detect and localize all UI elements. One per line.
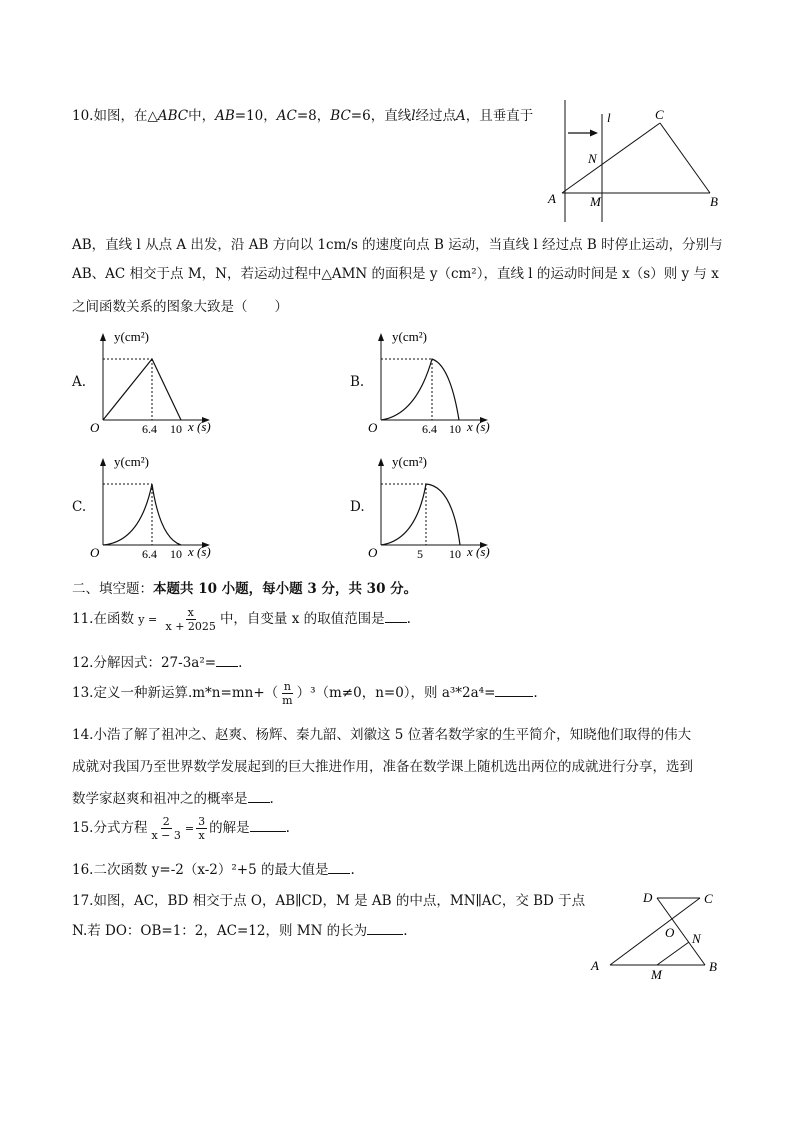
section-body: 本题共 10 小题，每小题 3 分，共 30 分。: [153, 581, 418, 597]
q17-text: N.若 DO：OB=1：2，AC=12，则 MN 的长为: [72, 923, 368, 939]
q11-fraction: [164, 606, 218, 633]
q13-fraction: [280, 680, 294, 707]
q15-prefix: 15.分式方程: [72, 820, 148, 836]
option-C-graph: [88, 450, 228, 562]
tick-label: 5: [417, 547, 423, 561]
q17-end: .: [403, 923, 408, 939]
ylabel: y(cm²): [392, 454, 427, 469]
origin-label: O: [90, 420, 100, 435]
frac-den: m: [282, 694, 293, 707]
q15-suffix: 的解是: [209, 820, 250, 836]
q16: [72, 858, 355, 878]
tick-label: 10: [449, 422, 461, 436]
q12-end: .: [238, 655, 243, 671]
tick-label: 10: [449, 547, 461, 561]
tick-label: 6.4: [142, 422, 157, 436]
tick-label: 10: [170, 422, 182, 436]
q13-end: .: [533, 685, 538, 701]
q10-text: AC: [276, 108, 297, 124]
answer-blank[interactable]: [328, 861, 350, 874]
fig-label-N: N: [692, 931, 701, 946]
q15-end: .: [285, 820, 290, 836]
q10-text: 10.如图，在△: [72, 108, 158, 124]
xlabel: x (s): [467, 544, 490, 559]
ylabel: y(cm²): [114, 454, 149, 469]
frac-num: x: [187, 606, 194, 619]
fig-label-A: A: [591, 958, 599, 973]
xlabel: x (s): [188, 544, 211, 559]
frac-num: n: [283, 680, 291, 693]
q17-line2: [72, 919, 407, 939]
fig-label-B: B: [709, 959, 717, 974]
origin-label: O: [368, 545, 378, 560]
q11-prefix: 11.在函数: [72, 611, 134, 627]
answer-blank[interactable]: [250, 819, 286, 832]
option-C-letter: C.: [72, 499, 87, 515]
frac-num: 2: [162, 815, 170, 828]
option-B-graph: [366, 325, 506, 437]
q14-end: .: [269, 791, 274, 807]
fig-label-A: A: [548, 191, 556, 206]
q10-text: 经过点: [415, 108, 457, 124]
q16-end: .: [350, 862, 355, 878]
q14-line1: 14.小浩了解了祖冲之、赵爽、杨辉、秦九韶、刘徽这 5 位著名数学家的生平简介，知晓他们取得的伟大: [72, 727, 692, 743]
q10-text: 中，: [188, 108, 216, 124]
q10-text: l: [411, 108, 416, 124]
answer-blank[interactable]: [248, 790, 270, 803]
q10-text: ，且垂直于: [465, 108, 534, 124]
tick-label: 6.4: [422, 422, 437, 436]
q13: [72, 680, 538, 707]
q12-prefix: 12.分解因式：27-3a²=: [72, 655, 217, 671]
q11-end: .: [406, 611, 411, 627]
option-A-graph: [88, 325, 228, 437]
ylabel: y(cm²): [392, 329, 427, 344]
option-A-letter: A.: [72, 374, 87, 390]
q11: [72, 606, 411, 633]
fig-label-l: l: [607, 110, 611, 125]
fig-label-O: O: [665, 925, 675, 940]
option-D-graph: [366, 450, 506, 562]
q14-text: 数学家赵爽和祖冲之的概率是: [72, 791, 248, 807]
q14-line3: [72, 787, 274, 807]
q10-text: =6，直线: [350, 108, 412, 124]
q10-line3: AB、AC 相交于点 M，N，若运动过程中△AMN 的面积是 y（cm²），直线 l 的运动时间是 x（s）则 y 与 x: [72, 266, 719, 282]
section-2-heading: [72, 577, 417, 597]
q10-line2: AB，直线 l 从点 A 出发，沿 AB 方向以 1cm/s 的速度向点 B 运动，当直线 l 经过点 B 时停止运动，分别与: [72, 237, 723, 253]
xlabel: x (s): [188, 419, 211, 434]
answer-blank[interactable]: [385, 610, 407, 623]
q10-line4: 之间函数关系的图象大致是（ ）: [72, 299, 288, 315]
q11-suffix: 中，自变量 x 的取值范围是: [219, 611, 385, 627]
q15-fraction-left: [149, 815, 182, 842]
q12: [72, 651, 242, 671]
fig-label-D: D: [643, 890, 653, 905]
q13-prefix: 13.定义一种新运算.m*n=mn+（: [72, 685, 279, 701]
fig-label-N: N: [588, 151, 597, 166]
answer-blank[interactable]: [216, 654, 238, 667]
ylabel: y(cm²): [114, 329, 149, 344]
frac-den: x + 2025: [165, 620, 216, 633]
fig-label-B: B: [710, 194, 718, 209]
fig-label-M: M: [651, 967, 662, 982]
q16-text: 16.二次函数 y=-2（x-2）²+5 的最大值是: [72, 862, 329, 878]
q15-fraction-right: [196, 815, 207, 842]
origin-label: O: [368, 420, 378, 435]
xlabel: x (s): [467, 419, 490, 434]
q17-line1: 17.如图，AC，BD 相交于点 O，AB∥CD，M 是 AB 的中点，MN∥AC，交 BD 于点: [72, 893, 586, 909]
q10-text: A: [456, 108, 466, 124]
q10-line1: [72, 104, 533, 124]
fig-label-C: C: [704, 891, 713, 906]
q14-line2: 成就对我国乃至世界数学发展起到的巨大推进作用，准备在数学课上随机选出两位的成就进行分享，选到: [72, 759, 693, 775]
q10-text: =10，: [234, 108, 277, 124]
frac-num: 3: [198, 815, 206, 828]
q10-text: BC: [330, 108, 351, 124]
answer-blank[interactable]: [495, 684, 533, 697]
frac-den: x: [198, 829, 205, 842]
origin-label: O: [90, 545, 100, 560]
q17-figure: [585, 885, 725, 985]
q10-text: =8，: [296, 108, 331, 124]
option-D-letter: D.: [350, 499, 365, 515]
fig-label-C: C: [655, 107, 664, 122]
q13-suffix: ）³（m≠0，n=0），则 a³*2a⁴=: [296, 685, 496, 701]
q10-text: ABC: [157, 108, 189, 124]
q11-lhs: y =: [138, 613, 158, 626]
frac-den: x − 3: [151, 829, 181, 842]
q15: [72, 815, 290, 842]
tick-label: 10: [170, 547, 182, 561]
fig-label-M: M: [590, 194, 601, 209]
q10-triangle-figure: [540, 100, 730, 225]
answer-blank[interactable]: [367, 922, 403, 935]
section-head: 二、填空题：: [72, 581, 153, 597]
q10-text: AB: [215, 108, 235, 124]
equals-sign: =: [184, 822, 195, 835]
tick-label: 6.4: [142, 547, 157, 561]
option-B-letter: B.: [350, 374, 365, 390]
